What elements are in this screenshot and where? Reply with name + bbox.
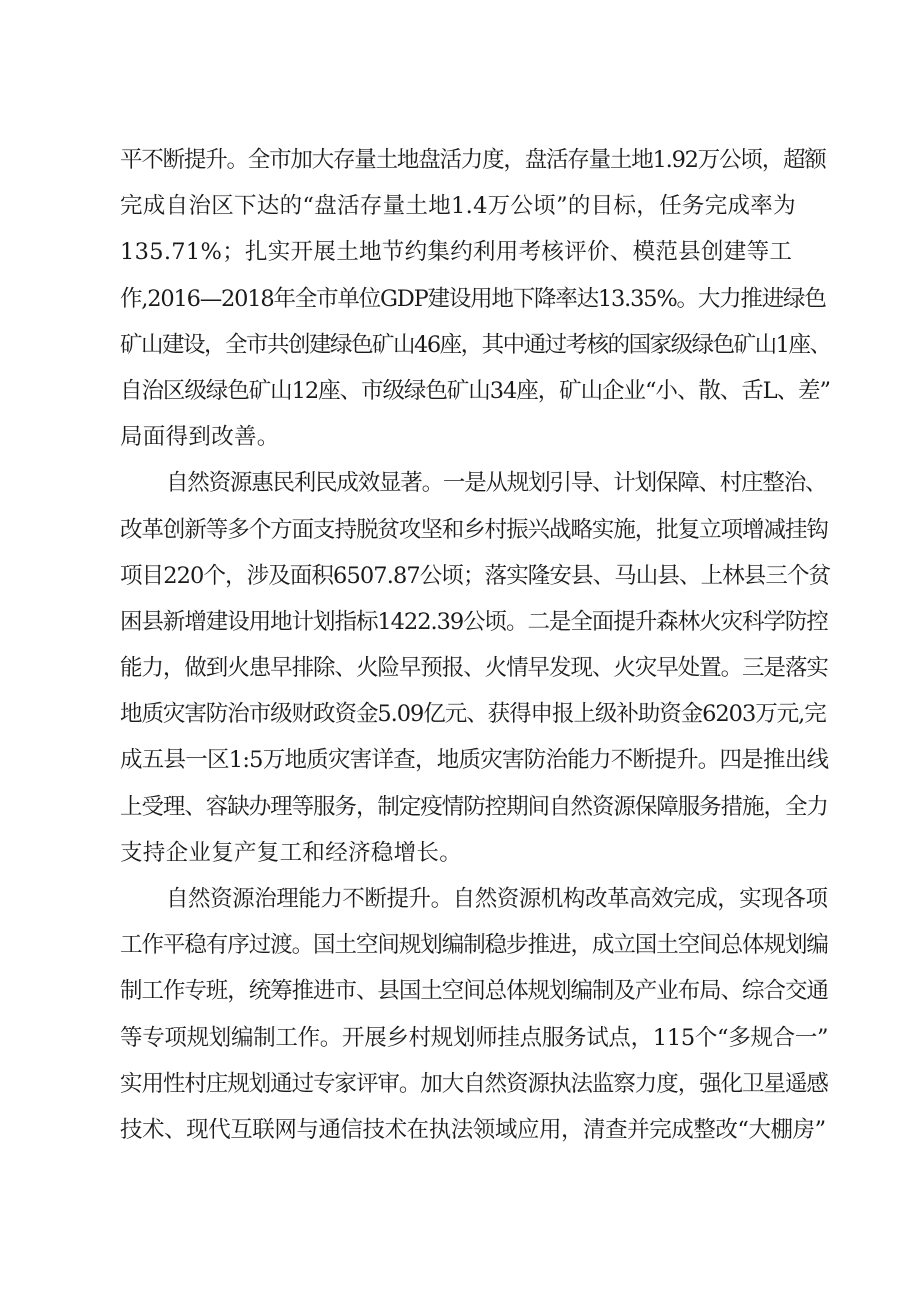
text-line: 制工作专班，统筹推进市、县国土空间总体规划编制及产业布局、综合交通 bbox=[120, 978, 828, 1005]
text-line: 自然资源治理能力不断提升。自然资源机构改革高效完成，实现各项 bbox=[166, 886, 828, 912]
text-line: 成五县一区1:5万地质灾害详查，地质灾害防治能力不断提升。四是推出线 bbox=[120, 747, 829, 774]
text-line: 地质灾害防治市级财政资金5.09亿元、获得申报上级补助资金6203万元,完 bbox=[120, 701, 826, 728]
text-line: 完成自治区下达的“盘活存量土地1.4万公顷”的目标，任务完成率为 bbox=[120, 193, 796, 220]
text-line: 等专项规划编制工作。开展乡村规划师挂点服务试点，115个“多规合一” bbox=[120, 1024, 829, 1051]
text-line: 困县新增建设用地计划指标1422.39公顷。二是全面提升森林火灾科学防控 bbox=[120, 608, 828, 635]
text-line: 自然资源惠民利民成效显著。一是从规划引导、计划保障、村庄整治、 bbox=[166, 470, 827, 497]
text-line: 局面得到改善。 bbox=[120, 424, 280, 451]
text-line: 实用性村庄规划通过专家评审。加大自然资源执法监察力度，强化卫星遥感 bbox=[120, 1070, 828, 1097]
text-line: 矿山建设，全市共创建绿色矿山46座，其中通过考核的国家级绿色矿山1座、 bbox=[120, 331, 831, 358]
paragraph-governance bbox=[120, 876, 830, 1153]
text-line: 项目220个，涉及面积6507.87公顷；落实隆安县、马山县、上林县三个贫 bbox=[120, 562, 831, 589]
text-line: 135.71%；扎实开展土地节约集约利用考核评价、模范县创建等工 bbox=[120, 239, 793, 266]
text-line: 作,2016—2018年全市单位GDP建设用地下降率达13.35%。大力推进绿色 bbox=[120, 285, 826, 312]
text-line: 自治区级绿色矿山12座、市级绿色矿山34座，矿山企业“小、散、舌L、差” bbox=[120, 377, 830, 404]
text-line: 支持企业复产复工和经济稳增长。 bbox=[120, 839, 463, 866]
text-line: 上受理、容缺办理等服务，制定疫情防控期间自然资源保障服务措施，全力 bbox=[120, 793, 828, 820]
text-line: 工作平稳有序过渡。国土空间规划编制稳步推进，成立国土空间总体规划编 bbox=[120, 932, 828, 959]
text-line: 改革创新等多个方面支持脱贫攻坚和乡村振兴战略实施，批复立项增减挂钩 bbox=[120, 516, 828, 543]
text-line: 技术、现代互联网与通信技术在执法领域应用，清查并完成整改“大棚房” bbox=[120, 1116, 826, 1143]
paragraph-land-conservation bbox=[120, 137, 830, 460]
text-line: 平不断提升。全市加大存量土地盘活力度，盘活存量土地1.92万公顷，超额 bbox=[120, 147, 826, 173]
document-body bbox=[120, 137, 830, 1153]
paragraph-benefit-people bbox=[120, 460, 830, 876]
text-line: 能力，做到火患早排除、火险早预报、火情早发现、火灾早处置。三是落实 bbox=[120, 655, 828, 682]
